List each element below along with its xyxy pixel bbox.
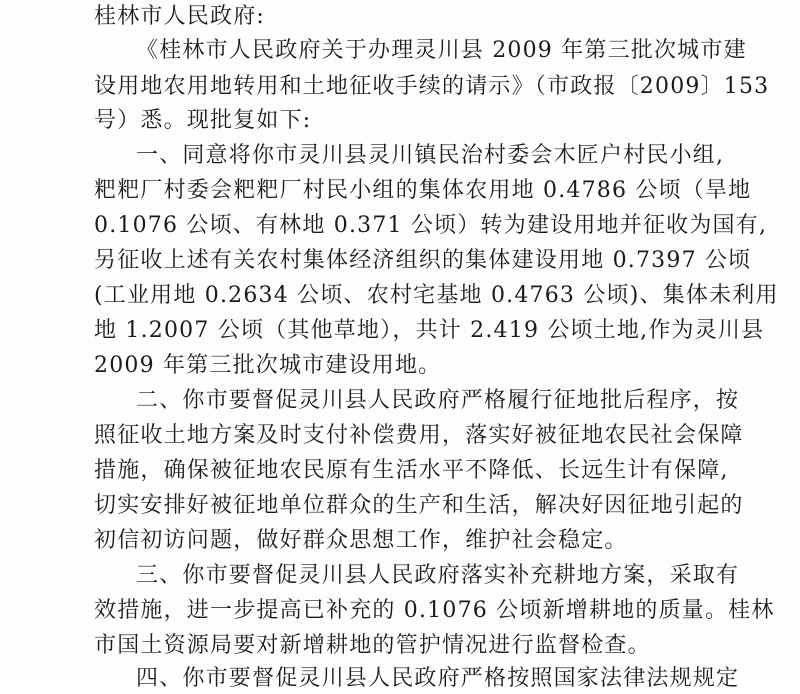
- paragraph-line: 《桂林市人民政府关于办理灵川县 2009 年第三批次城市建: [136, 38, 747, 63]
- paragraph-line: 效措施，进一步提高已补充的 0.1076 公顷新增耕地的质量。桂林: [94, 598, 775, 623]
- paragraph-line: 地 1.2007 公顷（其他草地），共计 2.419 公顷土地,作为灵川县: [94, 318, 765, 343]
- salutation: 桂林市人民政府:: [94, 4, 266, 29]
- paragraph-line: 切实安排好被征地单位群众的生产和生活，解决好因征地引起的: [94, 493, 744, 518]
- paragraph-line: 设用地农用地转用和土地征收手续的请示》（市政报〔2009〕153: [94, 74, 770, 99]
- paragraph-line: 一、同意将你市灵川县灵川镇民治村委会木匠户村民小组,: [136, 143, 725, 168]
- paragraph-line: 二、你市要督促灵川县人民政府严格履行征地批后程序，按: [136, 388, 740, 413]
- paragraph-line: 市国土资源局要对新增耕地的管护情况进行监督检查。: [94, 633, 651, 658]
- paragraph-line: 2009 年第三批次城市建设用地。: [94, 353, 442, 378]
- paragraph-line: 粑粑厂村委会粑粑厂村民小组的集体农用地 0.4786 公顷（旱地: [94, 178, 752, 203]
- paragraph-line: (工业用地 0.2634 公顷、农村宅基地 0.4763 公顷)、集体未利用: [94, 283, 779, 308]
- paragraph-line: 四、你市要督促灵川县人民政府严格按照国家法律法规规定: [136, 666, 740, 691]
- paragraph-line: 号）悉。现批复如下:: [94, 108, 312, 133]
- paragraph-line: 初信初访问题，做好群众思想工作，维护社会稳定。: [94, 528, 628, 553]
- paragraph-line: 另征收上述有关农村集体经济组织的集体建设用地 0.7397 公顷: [94, 248, 752, 273]
- paragraph-line: 照征收土地方案及时支付补偿费用，落实好被征地农民社会保障: [94, 423, 744, 448]
- paragraph-line: 0.1076 公顷、有林地 0.371 公顷）转为建设用地并征收为国有,: [94, 213, 768, 238]
- paragraph-line: 三、你市要督促灵川县人民政府落实补充耕地方案，采取有: [136, 563, 740, 588]
- paragraph-line: 措施，确保被征地农民原有生活水平不降低、长远生计有保障,: [94, 458, 729, 483]
